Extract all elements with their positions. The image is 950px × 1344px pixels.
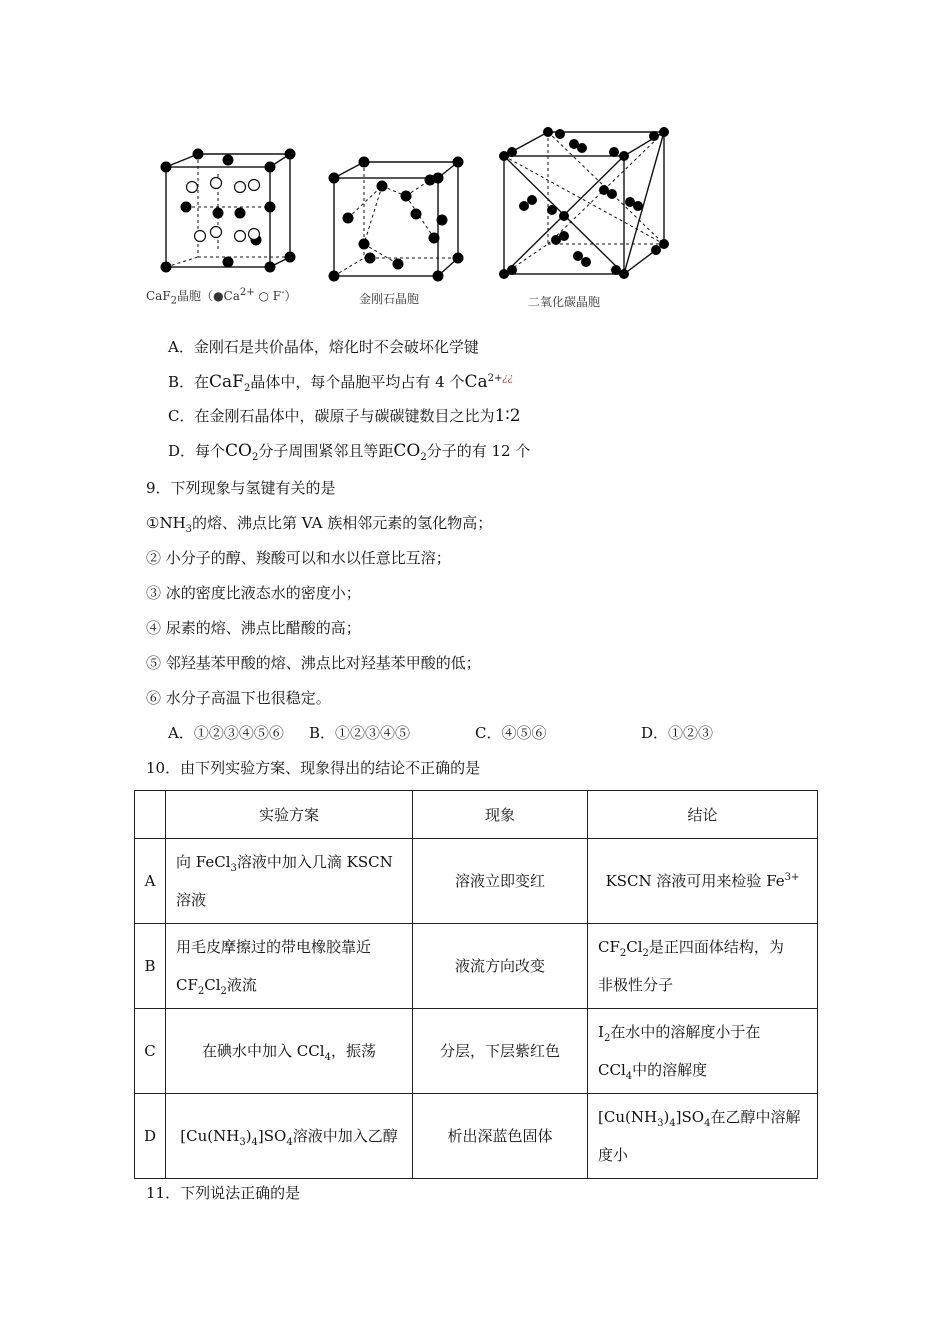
q10-stem: 10．由下列实验方案、现象得出的结论不正确的是 [146, 759, 481, 777]
q9-option-d: D．①②③ [641, 724, 714, 742]
header-plan: 实验方案 [166, 791, 413, 839]
table-header-row [135, 791, 818, 839]
q11-stem: 11．下列说法正确的是 [146, 1184, 301, 1202]
caf2-cell-figure [150, 140, 310, 280]
q9-item-6: ⑥ 水分子高温下也很稳定。 [146, 689, 331, 707]
phenomenon-cell: 液流方向改变 [413, 924, 588, 1009]
row-label: C [135, 1009, 166, 1094]
q9-item-5: ⑤ 邻羟基苯甲酸的熔、沸点比对羟基苯甲酸的低； [146, 654, 481, 672]
conclusion-cell: $CF_2Cl_2$是正四面体结构，为 非极性分子 [588, 924, 818, 1009]
conclusion-cell: $I_2$在水中的溶解度小于在 CCl$_4$中的溶解度 [588, 1009, 818, 1094]
q9-stem: 9．下列现象与氢键有关的是 [146, 479, 336, 497]
q9-item-4: ④ 尿素的熔、沸点比醋酸的高； [146, 619, 361, 637]
conclusion-cell: KSCN 溶液可用来检验 $Fe^{3+}$ [588, 839, 818, 924]
q8-option-a: A．金刚石是共价晶体，熔化时不会破坏化学键 [168, 338, 479, 356]
phenomenon-cell: 析出深蓝色固体 [413, 1094, 588, 1179]
table-row-c [135, 1009, 818, 1094]
row-label: B [135, 924, 166, 1009]
q8-option-c: C．在金刚石晶体中，碳原子与碳碳键数目之比为1∶2 [168, 406, 521, 426]
q9-option-b: B．①②③④⑤ [309, 724, 411, 742]
header-phenomenon: 现象 [413, 791, 588, 839]
co2-cell-figure [488, 122, 674, 284]
q9-option-a: A．①②③④⑤⑥ [168, 724, 284, 742]
q9-item-2: ② 小分子的醇、羧酸可以和水以任意比互溶； [146, 549, 451, 567]
q9-option-c: C．④⑤⑥ [475, 724, 547, 742]
header-blank [135, 791, 166, 839]
q8-option-d: D．每个$CO_2$分子周围紧邻且等距$CO_2$分子的有 12 个 [168, 441, 531, 463]
phenomenon-cell: 分层，下层紫红色 [413, 1009, 588, 1094]
phenomenon-cell: 溶液立即变红 [413, 839, 588, 924]
table-row-d [135, 1094, 818, 1179]
row-label: A [135, 839, 166, 924]
plan-cell: 在碘水中加入 CCl$_4$，振荡 [166, 1009, 413, 1094]
header-conclusion: 结论 [588, 791, 818, 839]
q9-item-3: ③ 冰的密度比液态水的密度小； [146, 584, 361, 602]
plan-cell: 用毛皮摩擦过的带电橡胶靠近 $CF_2Cl_2$液流 [166, 924, 413, 1009]
experiment-table [134, 790, 818, 1179]
plan-cell: $[Cu(NH_3)_4]SO_4$溶液中加入乙醇 [166, 1094, 413, 1179]
q8-option-b: B．在CaF$_2$晶体中，每个晶胞平均占有 4 个$Ca^{2+¿¿}$ [168, 372, 514, 394]
q9-item-1: $①NH_3$的熔、沸点比第 VA 族相邻元素的氢化物高； [146, 514, 493, 535]
conclusion-cell: $[Cu(NH_3)_4]SO_4$在乙醇中溶解 度小 [588, 1094, 818, 1179]
table-row-a [135, 839, 818, 924]
caf2-caption: CaF$_2$晶胞（$●Ca^{2+}$ ○ F-） [146, 287, 297, 307]
row-label: D [135, 1094, 166, 1179]
co2-caption: 二氧化碳晶胞 [528, 295, 601, 309]
diamond-cell-figure [322, 150, 472, 285]
table-row-b [135, 924, 818, 1009]
diamond-caption: 金刚石晶胞 [359, 292, 420, 306]
plan-cell: 向 FeCl$_3$溶液中加入几滴 KSCN 溶液 [166, 839, 413, 924]
